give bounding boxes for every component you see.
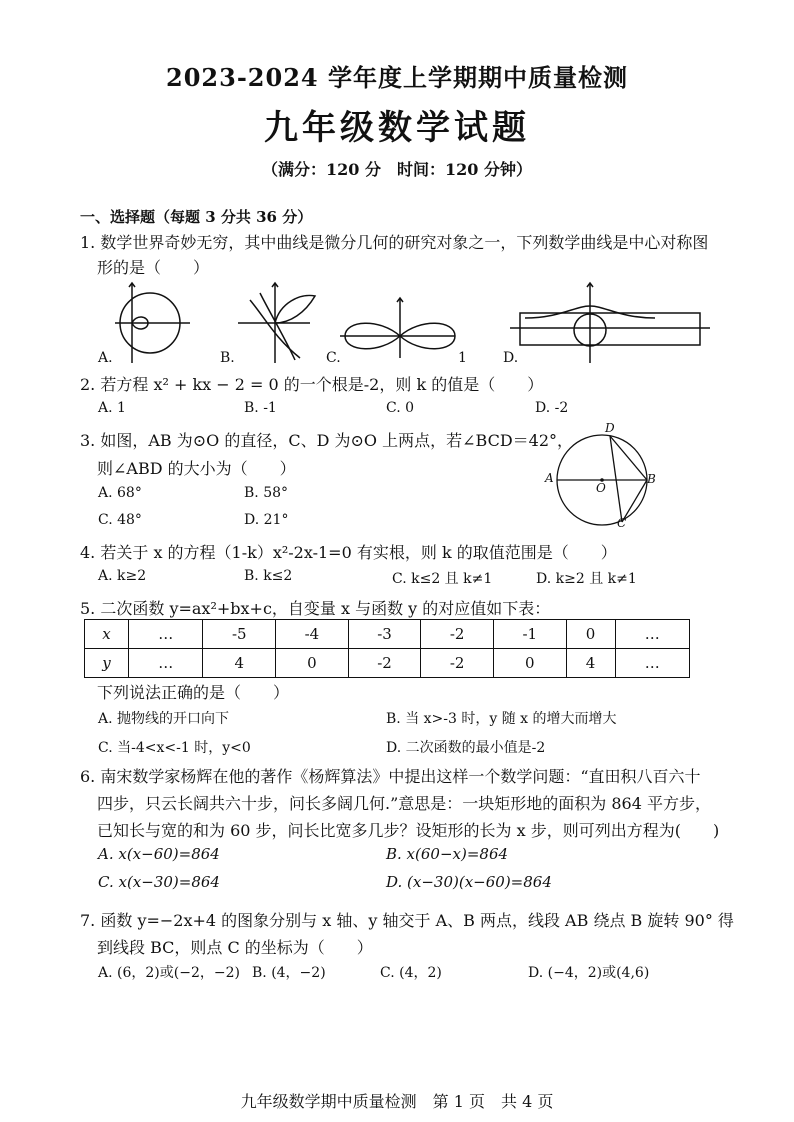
q5-stem: 5. 二次函数 y=ax²+bx+c，自变量 x 与函数 y 的对应值如下表：	[80, 599, 551, 618]
q3-label-d: D	[605, 421, 615, 435]
q4-option-d[interactable]: D. k≥2 且 k≠1	[536, 571, 637, 587]
q7-stem-line2: 到线段 BC，则点 C 的坐标为（ ）	[97, 938, 373, 957]
table-cell: -3	[348, 620, 421, 649]
q1-option-c[interactable]: C.	[326, 350, 341, 366]
q7-option-b[interactable]: B. (4，−2)	[252, 965, 326, 981]
q5-option-b[interactable]: B. 当 x>-3 时，y 随 x 的增大而增大	[386, 711, 617, 727]
q3-label-c: C	[617, 516, 627, 530]
q6-option-d[interactable]: D. (x−30)(x−60)=864	[386, 873, 552, 891]
q7-option-d[interactable]: D. (−4，2)或(4,6)	[528, 965, 650, 981]
q1-figure-b	[238, 283, 315, 363]
q5-value-table	[84, 619, 690, 678]
q6-stem-line2: 四步，只云长阔共六十步，问长多阔几何.”意思是：一块矩形地的面积为 864 平方步，	[97, 794, 711, 813]
table-row	[85, 620, 690, 649]
table-cell: 0	[493, 649, 566, 678]
q1-figure-c	[340, 298, 455, 358]
q3-option-d[interactable]: D. 21°	[244, 512, 289, 528]
q6-option-b[interactable]: B. x(60−x)=864	[386, 845, 509, 863]
table-cell: -2	[348, 649, 421, 678]
q1-option-b[interactable]: B.	[220, 350, 235, 366]
q4-option-c[interactable]: C. k≤2 且 k≠1	[392, 571, 493, 587]
q7-option-c[interactable]: C. (4，2)	[380, 965, 442, 981]
page-footer: 九年级数学期中质量检测 第 1 页 共 4 页	[240, 1092, 554, 1111]
q5-option-a[interactable]: A. 抛物线的开口向下	[98, 711, 230, 727]
q1-option-c-mark: 1	[458, 350, 467, 366]
q3-option-a[interactable]: A. 68°	[98, 485, 142, 501]
q1-stem-line2: 形的是（ ）	[97, 258, 210, 277]
table-cell: …	[129, 649, 203, 678]
q3-label-a: A	[545, 471, 554, 485]
exam-title: 2023-2024 学年度上学期期中质量检测	[166, 63, 628, 92]
q1-option-d[interactable]: D.	[503, 350, 519, 366]
table-cell: …	[129, 620, 203, 649]
q5-option-c[interactable]: C. 当-4<x<-1 时，y<0	[98, 740, 251, 756]
table-cell: …	[615, 620, 689, 649]
q7-stem-line1: 7. 函数 y=−2x+4 的图象分别与 x 轴、y 轴交于 A、B 两点，线段 AB 绕点 B 旋转 90° 得	[80, 911, 734, 930]
q1-curve-figures	[90, 278, 730, 368]
q2-option-b[interactable]: B. -1	[244, 400, 277, 416]
q5-prompt: 下列说法正确的是（ ）	[97, 683, 290, 702]
q1-figure-a	[115, 283, 190, 363]
section-heading: 一、选择题（每题 3 分共 36 分）	[80, 208, 313, 226]
q6-option-a[interactable]: A. x(x−60)=864	[98, 845, 220, 863]
q6-option-c[interactable]: C. x(x−30)=864	[98, 873, 220, 891]
q5-option-d[interactable]: D. 二次函数的最小值是-2	[386, 740, 546, 756]
table-cell: -5	[203, 620, 276, 649]
table-cell: 0	[566, 620, 615, 649]
q2-stem: 2. 若方程 x² + kx − 2 = 0 的一个根是-2，则 k 的值是（ ）	[80, 375, 544, 394]
q1-figure-d	[510, 283, 710, 363]
q4-option-a[interactable]: A. k≥2	[98, 568, 147, 584]
q2-option-a[interactable]: A. 1	[98, 400, 126, 416]
q2-option-c[interactable]: C. 0	[386, 400, 415, 416]
table-row	[85, 649, 690, 678]
table-cell: -2	[421, 620, 494, 649]
q3-label-o: O	[596, 481, 606, 495]
q7-option-a[interactable]: A. (6，2)或(−2，−2)	[98, 965, 240, 981]
table-cell: -1	[493, 620, 566, 649]
table-header-x: x	[85, 620, 129, 649]
q3-stem-line1: 3. 如图，AB 为⊙O 的直径，C、D 为⊙O 上两点，若∠BCD＝42°，	[80, 431, 574, 450]
q6-stem-line1: 6. 南宋数学家杨辉在他的著作《杨辉算法》中提出这样一个数学问题：“直田积八百六十	[80, 767, 701, 786]
table-cell: -4	[276, 620, 349, 649]
q6-stem-line3: 已知长与宽的和为 60 步，问长比宽多几步？设矩形的长为 x 步，则可列出方程为( )	[97, 821, 720, 840]
table-cell: -2	[421, 649, 494, 678]
table-cell: …	[615, 649, 689, 678]
exam-info: （满分：120 分 时间：120 分钟）	[262, 160, 532, 179]
q3-option-c[interactable]: C. 48°	[98, 512, 142, 528]
exam-subject: 九年级数学试题	[264, 108, 530, 148]
q4-option-b[interactable]: B. k≤2	[244, 568, 293, 584]
table-cell: 0	[276, 649, 349, 678]
q3-stem-line2: 则∠ABD 的大小为（ ）	[97, 459, 296, 478]
q4-stem: 4. 若关于 x 的方程（1-k）x²-2x-1=0 有实根，则 k 的取值范围是（ ）	[80, 543, 617, 562]
q1-option-a[interactable]: A.	[98, 350, 113, 366]
q3-label-b: B	[647, 472, 656, 486]
q3-option-b[interactable]: B. 58°	[244, 485, 289, 501]
table-header-y: y	[85, 649, 129, 678]
q1-stem-line1: 1. 数学世界奇妙无穷，其中曲线是微分几何的研究对象之一，下列数学曲线是中心对称图	[80, 233, 709, 252]
table-cell: 4	[566, 649, 615, 678]
table-cell: 4	[203, 649, 276, 678]
q2-option-d[interactable]: D. -2	[535, 400, 569, 416]
